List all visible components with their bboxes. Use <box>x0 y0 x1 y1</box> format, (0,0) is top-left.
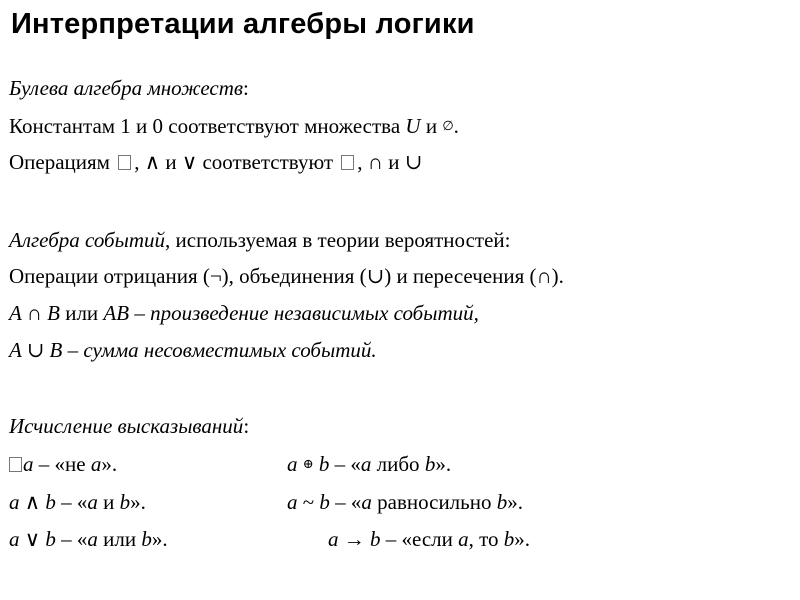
disjunction-line: a ∨ b – «a или b». <box>9 527 168 551</box>
equivalence-line: a ~ b – «a равносильно b». <box>287 490 523 514</box>
sets-heading-line: Булева алгебра множеств: <box>9 76 249 100</box>
events-heading-line: Алгебра событий, используемая в теории вероятностей: <box>9 228 511 252</box>
complement-symbol-box <box>341 155 354 170</box>
conjunction-line: a ∧ b – «a и b». <box>9 490 146 514</box>
sets-constants-line: Константам 1 и 0 соответствуют множества U и ∅. <box>9 114 459 138</box>
xor-line: a ⊕ b – «a либо b». <box>287 452 452 476</box>
calculus-heading: Исчисление высказываний <box>9 414 244 438</box>
page-title: Интерпретации алгебры логики <box>11 8 475 40</box>
calculus-heading-line: Исчисление высказываний: <box>9 414 250 438</box>
sets-operations-line: Операциям , ∧ и ∨ соответствуют , ∩ и ∪ <box>9 150 423 174</box>
negation-symbol-box <box>9 457 22 472</box>
empty-set-symbol: ∅ <box>442 118 454 133</box>
events-product-line: A ∩ B или AB – произведение независимых событий, <box>9 301 479 325</box>
events-heading: Алгебра событий <box>9 228 166 252</box>
implication-line: a → b – «если a, то b». <box>328 527 531 551</box>
negation-line: a – «не a». <box>9 452 117 477</box>
sets-heading: Булева алгебра множеств <box>9 76 244 100</box>
events-operations-line: Операции отрицания (¬), объединения (∪) и пересечения (∩). <box>9 264 564 288</box>
events-sum-line: A ∪ B – сумма несовместимых событий. <box>9 338 377 362</box>
negation-symbol-box <box>118 155 131 170</box>
